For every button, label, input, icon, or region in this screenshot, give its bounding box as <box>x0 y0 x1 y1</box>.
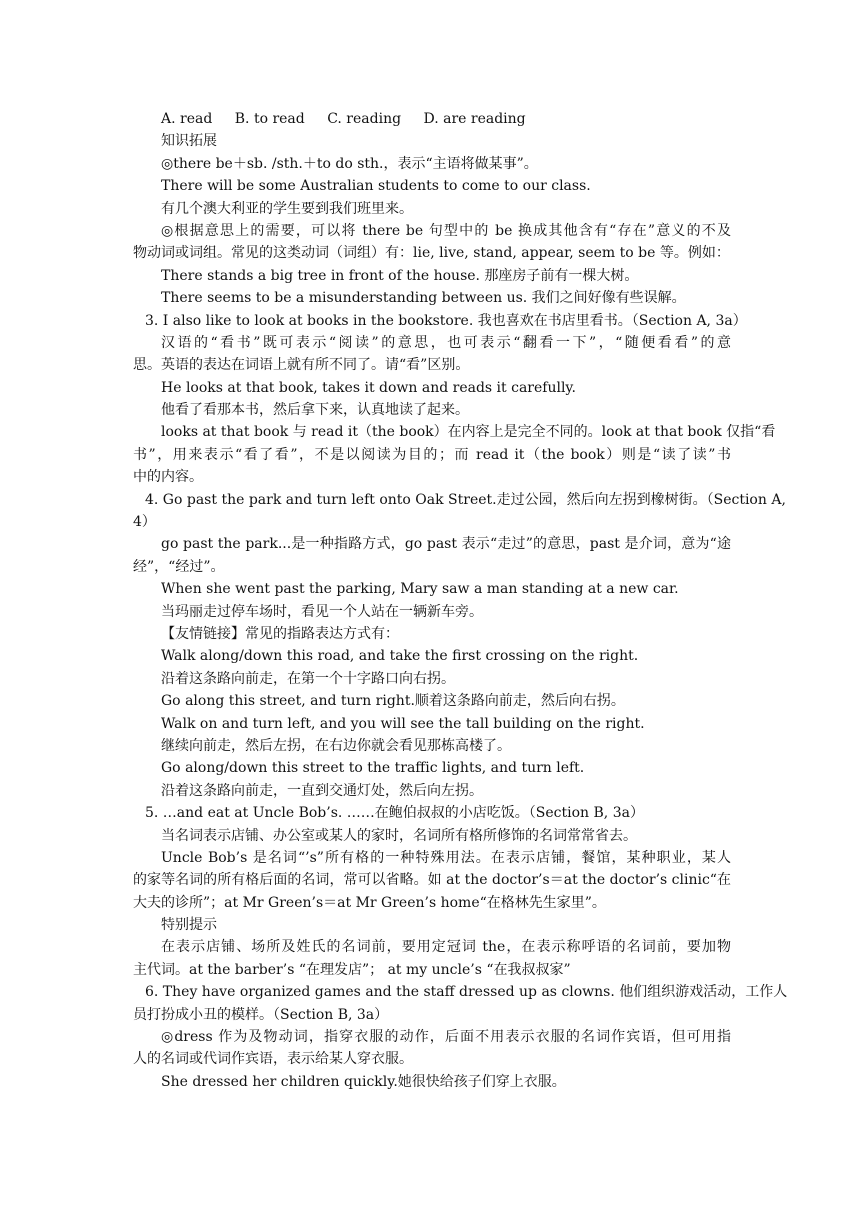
text-line: When she went past the parking, Mary saw a man standing at a new car. <box>161 581 679 598</box>
text-line: 员打扮成小丑的模样。（Section B, 3a） <box>133 1006 389 1023</box>
text-line: 汉语的“看书”既可表示“阅读”的意思，也可表示“翻看一下”，“随便看看”的意 <box>161 334 731 351</box>
text-line: 6. They have organized games and the staff dressed up as clowns. 他们组织游戏活动，工作人 <box>145 984 788 1001</box>
answer-options <box>133 108 731 130</box>
text-line: ◎there be＋sb. /sth.＋to do sth.，表示“主语将做某事”。 <box>161 155 538 172</box>
text-line: 的家等名词的所有格后面的名词，常可以省略。如 at the doctor’s＝at the doctor’s clinic“在 <box>133 872 731 889</box>
text-line: 经”，“经过”。 <box>133 558 225 575</box>
text-line: Uncle Bob’s 是名词“’s”所有格的一种特殊用法。在表示店铺，餐馆，某种职业，某人 <box>161 849 731 866</box>
text-line: 物动词或词组。常见的这类动词（词组）有：lie, live, stand, appear, seem to be 等。例如： <box>133 245 730 262</box>
text-line: There will be some Australian students to come to our class. <box>161 178 591 195</box>
option-c: C. reading <box>327 111 402 127</box>
text-line: ◎dress 作为及物动词，指穿衣服的动作，后面不用表示衣服的名词作宾语，但可用指 <box>161 1029 731 1046</box>
text-line: He looks at that book, takes it down and reads it carefully. <box>161 379 576 396</box>
option-a: A. read <box>161 111 213 127</box>
text-line: 特别提示 <box>161 917 217 934</box>
text-line: There seems to be a misunderstanding between us. 我们之间好像有些误解。 <box>161 290 686 307</box>
text-line: looks at that book 与 read it（the book）在内容上是完全不同的。look at that book 仅指“看 <box>161 424 776 441</box>
text-line: 继续向前走，然后左拐，在右边你就会看见那栋高楼了。 <box>161 737 511 754</box>
text-line: 知识拓展 <box>161 133 217 150</box>
option-d: D. are reading <box>423 111 526 127</box>
text-line: 他看了看那本书，然后拿下来，认真地读了起来。 <box>161 402 469 419</box>
text-line: Go along this street, and turn right.顺着这条路向前走，然后向右拐。 <box>161 693 625 710</box>
text-line: She dressed her children quickly.她很快给孩子们穿上衣服。 <box>161 1073 566 1090</box>
document-body <box>133 108 788 1093</box>
text-line: 当玛丽走过停车场时，看见一个人站在一辆新车旁。 <box>161 603 483 620</box>
text-line: Go along/down this street to the traffic lights, and turn left. <box>161 760 585 777</box>
text-line: 沿着这条路向前走，一直到交通灯处，然后向左拐。 <box>161 782 483 799</box>
text-line: 大夫的诊所”；at Mr Green’s＝at Mr Green’s home“在格林先生家里”。 <box>133 894 606 911</box>
text-line: 在表示店铺、场所及姓氏的名词前，要用定冠词 the，在表示称呼语的名词前，要加物 <box>161 939 731 956</box>
text-line: 中的内容。 <box>133 469 203 486</box>
text-line: 4. Go past the park and turn left onto Oak Street.走过公园，然后向左拐到橡树街。（Section A, <box>145 491 786 508</box>
text-line: 当名词表示店铺、办公室或某人的家时，名词所有格所修饰的名词常常省去。 <box>161 827 637 844</box>
text-line: 3. I also like to look at books in the bookstore. 我也喜欢在书店里看书。（Section A, 3a） <box>145 312 747 329</box>
text-line: 思。英语的表达在词语上就有所不同了。请“看”区别。 <box>133 357 470 374</box>
text-line: 沿着这条路向前走，在第一个十字路口向右拐。 <box>161 670 455 687</box>
text-line: 5. …and eat at Uncle Bob’s. ……在鲍伯叔叔的小店吃饭。（Section B, 3a） <box>145 805 644 822</box>
text-line: 【友情链接】常见的指路表达方式有： <box>161 625 399 642</box>
text-line: go past the park...是一种指路方式，go past 表示“走过”的意思，past 是介词，意为“途 <box>161 536 731 553</box>
text-line: Walk on and turn left, and you will see the tall building on the right. <box>161 715 645 732</box>
text-line: There stands a big tree in front of the house. 那座房子前有一棵大树。 <box>161 267 639 284</box>
text-line: 书”，用来表示“看了看”，不是以阅读为目的；而 read it（the book）则是“读了读”书 <box>133 446 731 463</box>
text-line: 有几个澳大利亚的学生要到我们班里来。 <box>161 200 413 217</box>
text-line: ◎根据意思上的需要，可以将 there be 句型中的 be 换成其他含有“存在”意义的不及 <box>161 222 731 239</box>
text-line: 4） <box>133 514 156 531</box>
option-b: B. to read <box>234 111 305 127</box>
text-line: 主代词。at the barber’s “在理发店”； at my uncle’s “在我叔叔家” <box>133 961 571 978</box>
text-line: Walk along/down this road, and take the first crossing on the right. <box>161 648 639 665</box>
text-line: 人的名词或代词作宾语，表示给某人穿衣服。 <box>133 1051 413 1068</box>
